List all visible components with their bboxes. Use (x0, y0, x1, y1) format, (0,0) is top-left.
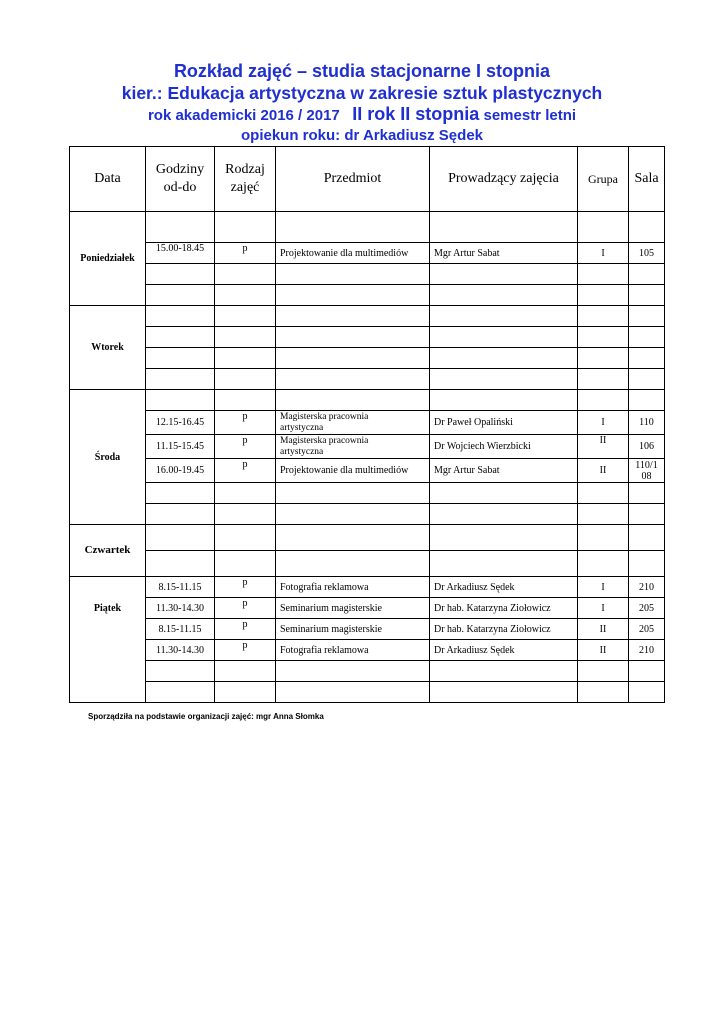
subject-cell (276, 435, 430, 459)
teacher-cell: Dr hab. Katarzyna Ziołowicz (430, 598, 578, 619)
subject-cell: Fotografia reklamowa (276, 640, 430, 661)
room-line-1: 110/1 (635, 459, 658, 471)
subject-line-1: Magisterska pracownia (280, 435, 369, 446)
col-header-data: Data (70, 147, 146, 212)
type-cell: p (215, 411, 276, 435)
day-sroda: Środa (70, 390, 146, 525)
type-cell: p (215, 459, 276, 483)
table-row (70, 504, 665, 525)
table-row (70, 264, 665, 285)
table-row (70, 390, 665, 411)
room-cell: 205 (629, 598, 665, 619)
subject-line-1: Magisterska pracownia (280, 411, 369, 422)
group-cell: II (578, 435, 629, 459)
time-cell: 16.00-19.45 (146, 459, 215, 483)
title-line-1: Rozkład zajęć – studia stacjonarne I stopnia (173, 61, 551, 81)
subject-cell: Seminarium magisterskie (276, 619, 430, 640)
subject-cell: Projektowanie dla multimediów (276, 243, 430, 264)
table-row (70, 682, 665, 703)
title-line-4: opiekun roku: dr Arkadiusz Sędek (241, 127, 483, 144)
type-cell: p (215, 598, 276, 619)
col-header-godziny (146, 147, 215, 212)
col-header-przedmiot: Przedmiot (276, 147, 430, 212)
academic-year: rok akademicki 2016 / 2017 (147, 107, 340, 124)
table-row (70, 243, 665, 264)
table-row (70, 327, 665, 348)
schedule-table (69, 146, 665, 703)
type-cell: p (215, 435, 276, 459)
room-cell: 106 (629, 435, 665, 459)
time-cell: 8.15-11.15 (146, 619, 215, 640)
group-cell: II (578, 459, 629, 483)
teacher-cell: Dr hab. Katarzyna Ziołowicz (430, 619, 578, 640)
group-cell: II (578, 619, 629, 640)
table-row (70, 640, 665, 661)
table-row (70, 619, 665, 640)
group-cell: I (578, 577, 629, 598)
room-cell: 210 (629, 577, 665, 598)
table-row (70, 483, 665, 504)
table-row (70, 459, 665, 483)
header-row (70, 147, 665, 212)
room-cell: 110 (629, 411, 665, 435)
document-title (0, 60, 724, 146)
table-row (70, 212, 665, 243)
table-row (70, 435, 665, 459)
time-cell: 15.00-18.45 (146, 243, 215, 264)
time-cell: 12.15-16.45 (146, 411, 215, 435)
table-row (70, 661, 665, 682)
semester: semestr letni (483, 107, 577, 124)
day-czwartek: Czwartek (70, 525, 146, 577)
room-cell: 205 (629, 619, 665, 640)
teacher-cell: Mgr Artur Sabat (430, 459, 578, 483)
room-cell: 210 (629, 640, 665, 661)
subject-line-2: artystyczna (280, 446, 324, 457)
type-cell: p (215, 619, 276, 640)
footer-note: Sporządziła na podstawie organizacji zajęć: mgr Anna Słomka (88, 712, 324, 721)
subject-line-2: artystyczna (280, 422, 324, 433)
table-row (70, 577, 665, 598)
time-cell: 11.30-14.30 (146, 640, 215, 661)
teacher-cell: Dr Paweł Opaliński (430, 411, 578, 435)
day-piatek: Piątek (70, 577, 146, 703)
group-cell: II (578, 640, 629, 661)
col-header-rodzaj-2: zajęć (230, 180, 260, 195)
room-line-2: 08 (641, 470, 652, 482)
type-cell: p (215, 243, 276, 264)
year-level: II rok II stopnia (352, 104, 480, 124)
subject-cell: Seminarium magisterskie (276, 598, 430, 619)
group-cell: I (578, 598, 629, 619)
room-cell (629, 459, 665, 483)
type-cell: p (215, 640, 276, 661)
subject-cell (276, 411, 430, 435)
table-row (70, 598, 665, 619)
time-cell: 11.30-14.30 (146, 598, 215, 619)
col-header-godziny-1: Godziny (155, 162, 205, 177)
teacher-cell: Mgr Artur Sabat (430, 243, 578, 264)
subject-cell: Projektowanie dla multimediów (276, 459, 430, 483)
table-row (70, 306, 665, 327)
col-header-grupa: Grupa (578, 147, 629, 212)
table-row (70, 348, 665, 369)
table-row (70, 551, 665, 577)
day-poniedzialek: Poniedziałek (70, 212, 146, 306)
teacher-cell: Dr Wojciech Wierzbicki (430, 435, 578, 459)
col-header-sala: Sala (629, 147, 665, 212)
col-header-rodzaj (215, 147, 276, 212)
table-row (70, 369, 665, 390)
title-line-2: kier.: Edukacja artystyczna w zakresie sztuk plastycznych (121, 83, 603, 103)
time-cell: 11.15-15.45 (146, 435, 215, 459)
table-row (70, 525, 665, 551)
teacher-cell: Dr Arkadiusz Sędek (430, 577, 578, 598)
subject-cell: Fotografia reklamowa (276, 577, 430, 598)
room-cell: 105 (629, 243, 665, 264)
col-header-godziny-2: od-do (163, 180, 197, 195)
time-cell: 8.15-11.15 (146, 577, 215, 598)
type-cell: p (215, 577, 276, 598)
group-cell: I (578, 243, 629, 264)
col-header-rodzaj-1: Rodzaj (225, 162, 265, 177)
table-row (70, 285, 665, 306)
teacher-cell: Dr Arkadiusz Sędek (430, 640, 578, 661)
title-line-3 (0, 104, 724, 126)
table-row (70, 411, 665, 435)
col-header-prowadzacy: Prowadzący zajęcia (430, 147, 578, 212)
group-cell: I (578, 411, 629, 435)
day-wtorek: Wtorek (70, 306, 146, 390)
